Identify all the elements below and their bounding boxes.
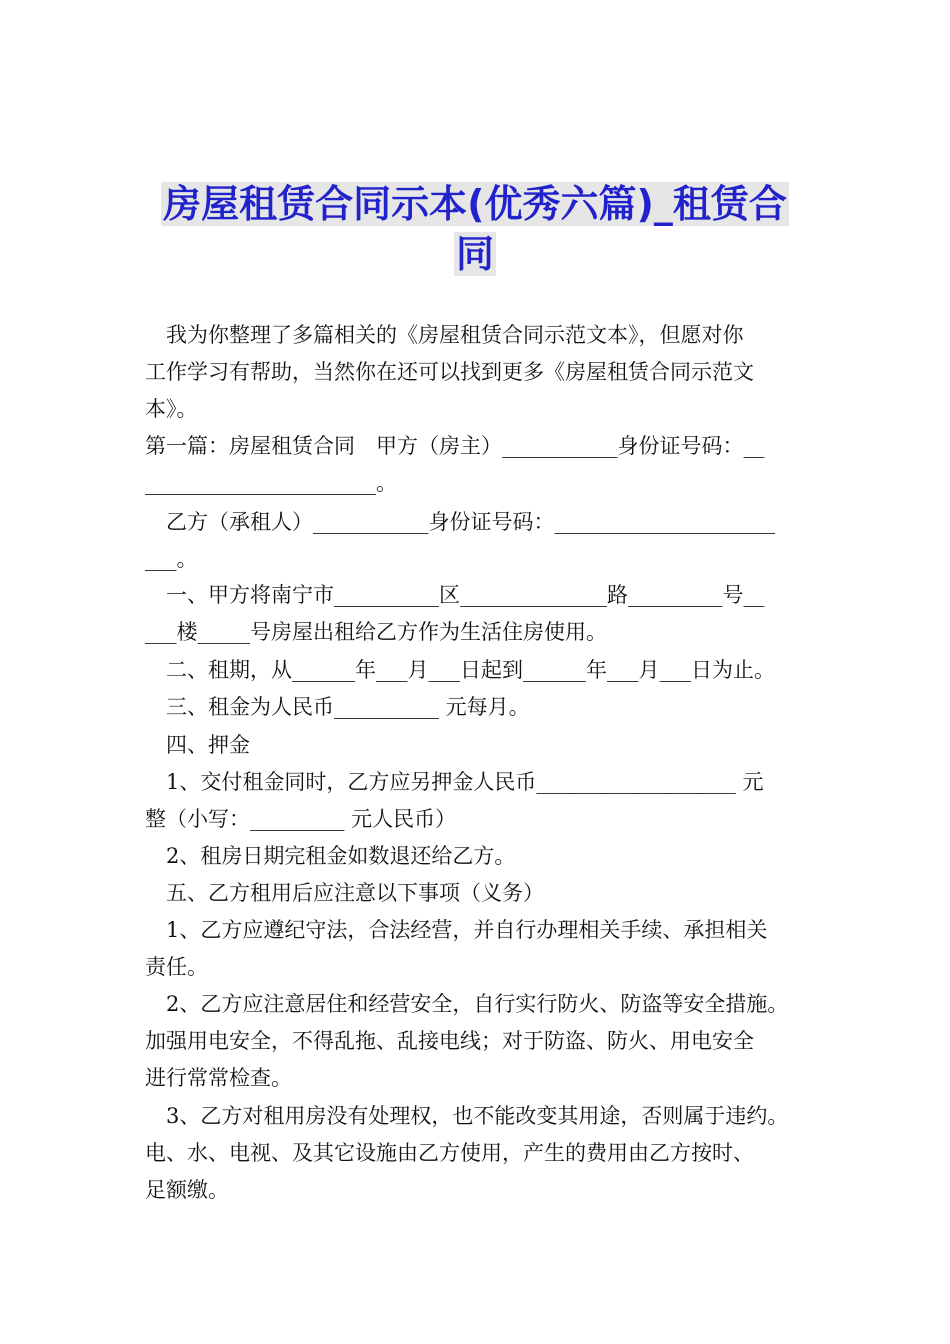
duty-3-line-2: 电、水、电视、及其它设施由乙方使用，产生的费用由乙方按时、: [145, 1141, 754, 1165]
duty-2-line-1: 2、乙方应注意居住和经营安全，自行实行防火、防盗等安全措施。: [145, 992, 789, 1016]
duty-1-line-1: 1、乙方应遵纪守法，合法经营，并自行办理相关手续、承担相关: [145, 918, 768, 942]
intro-line-3: 本》。: [145, 397, 198, 421]
document-title-line-1: 房屋租赁合同示本(优秀六篇)_租赁合: [163, 182, 787, 226]
clause-1-line-1: 一、甲方将南宁市__________区______________路_________号__: [145, 583, 765, 607]
deposit-item-1-line-2: 整（小写：_________ 元人民币）: [145, 807, 457, 831]
clause-3-line: 三、租金为人民币__________ 元每月。: [145, 695, 530, 719]
clause-5-heading: 五、乙方租用后应注意以下事项（义务）: [145, 881, 544, 905]
party-a-line-1: 第一篇：房屋租赁合同 甲方（房主）___________身份证号码：__: [145, 434, 765, 458]
duty-2-line-2: 加强用电安全，不得乱拖、乱接电线；对于防盗、防火、用电安全: [145, 1029, 754, 1053]
document-title-line-2: 同: [455, 232, 494, 276]
clause-1-line-2: ___楼_____号房屋出租给乙方作为生活住房使用。: [145, 620, 607, 644]
duty-3-line-1: 3、乙方对租用房没有处理权，也不能改变其用途，否则属于违约。: [145, 1104, 789, 1128]
clause-4-heading: 四、押金: [145, 733, 250, 757]
intro-line-1: 我为你整理了多篇相关的《房屋租赁合同示范文本》，但愿对你: [145, 323, 744, 347]
party-b-line-2: ___。: [145, 547, 198, 571]
party-b-line-1: 乙方（承租人）___________身份证号码：_____________________: [145, 510, 775, 534]
duty-2-line-3: 进行常常检查。: [145, 1066, 292, 1090]
party-a-line-2: ______________________。: [145, 471, 397, 495]
duty-3-line-3: 足额缴。: [145, 1178, 229, 1202]
deposit-item-2-line: 2、租房日期完租金如数退还给乙方。: [145, 844, 516, 868]
clause-2-line: 二、租期，从______年___月___日起到______年___月___日为止。: [145, 658, 775, 682]
intro-line-2: 工作学习有帮助，当然你在还可以找到更多《房屋租赁合同示范文: [145, 360, 754, 384]
deposit-item-1-line-1: 1、交付租金同时，乙方应另押金人民币___________________ 元: [145, 770, 764, 794]
duty-1-line-2: 责任。: [145, 955, 208, 979]
